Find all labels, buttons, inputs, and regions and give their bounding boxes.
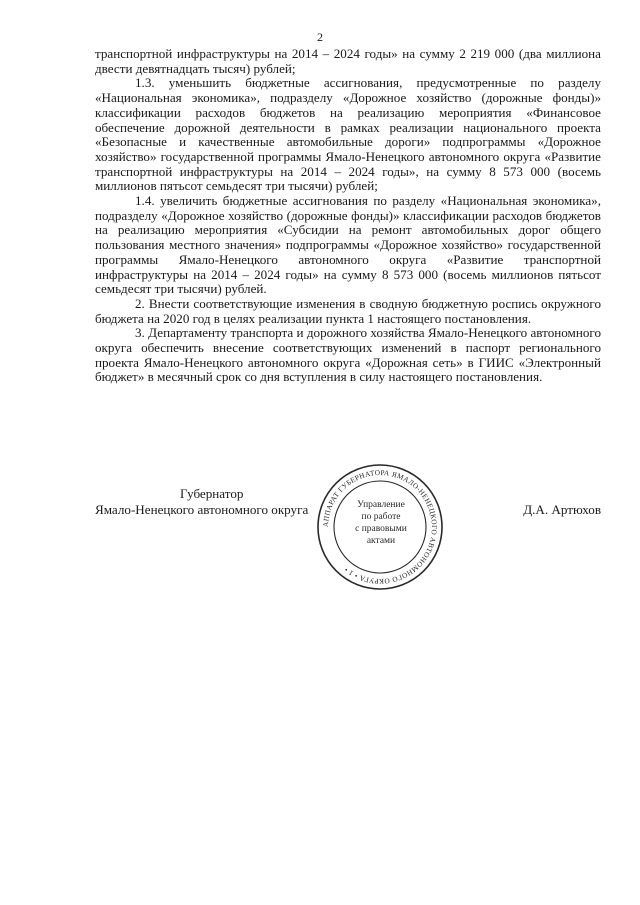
signatory-region: Ямало-Ненецкого автономного округа [95,502,309,517]
document-body [95,47,601,385]
paragraph-3: 3. Департаменту транспорта и дорожного хозяйства Ямало-Ненецкого автономного округа обеспечить внесение соответствующих изменений в паспорт регионального проекта Ямало-Ненецкого автономного округа «Дорожная сеть» в ГИИС «Электронный бюджет» в месячный срок со дня вступления в силу настоящего постановления. [95,325,601,385]
paragraph-2: 2. Внести соответствующие изменения в сводную бюджетную роспись окружного бюджета на 2020 год в целях реализации пункта 1 настоящего постановления. [95,295,601,326]
stamp-line-4: актами [366,536,396,546]
stamp-line-3: с правовыми [355,524,407,534]
stamp-ring-text: АППАРАТ ГУБЕРНАТОРА ЯМАЛО-НЕНЕЦКОГО АВТОНОМНОГО ОКРУГА • 1 • [320,467,440,587]
signatory-name: Д.А. Артюхов [523,502,601,517]
stamp-line-1: Управление [357,500,405,510]
paragraph-1-4: 1.4. увеличить бюджетные ассигнования по разделу «Национальная экономика», подразделу «Дорожное хозяйство (дорожные фонды)» классификации расходов бюджетов на реализацию мероприятия «Субсидии на ремонт автомобильных дорог общего пользования местного значения» подпрограммы «Дорожное хозяйство» государственной программы Ямало-Ненецкого автономного округа «Развитие транспортной инфраструктуры на 2014 – 2024 годы» на сумму 8 573 000 (восемь миллионов пятьсот семьдесят три тысячи) рублей. [95,193,601,297]
stamp-line-2: по работе [361,512,401,522]
stamp-seal-icon [315,462,445,592]
paragraph-1-2-continuation: транспортной инфраструктуры на 2014 – 2024 годы» на сумму 2 219 000 (два миллиона двести девятнадцать тысяч) рублей; [95,46,601,76]
signatory-title: Губернатор [180,486,244,501]
paragraph-1-3: 1.3. уменьшить бюджетные ассигнования, предусмотренные по разделу «Национальная экономика», подразделу «Дорожное хозяйство (дорожные фонды)» классификации расходов бюджетов на реализацию мероприятия «Финансовое обеспечение дорожной деятельности в рамках реализации национального проекта «Безопасные и качественные автомобильные дороги» подпрограммы «Дорожное хозяйство» государственной программы Ямало-Ненецкого автономного округа «Развитие транспортной инфраструктуры на 2014 – 2024 годы», на сумму 8 573 000 (восемь миллионов пятьсот семьдесят три тысячи) рублей; [95,75,601,194]
official-stamp [315,462,445,592]
page-number: 2 [317,30,323,44]
